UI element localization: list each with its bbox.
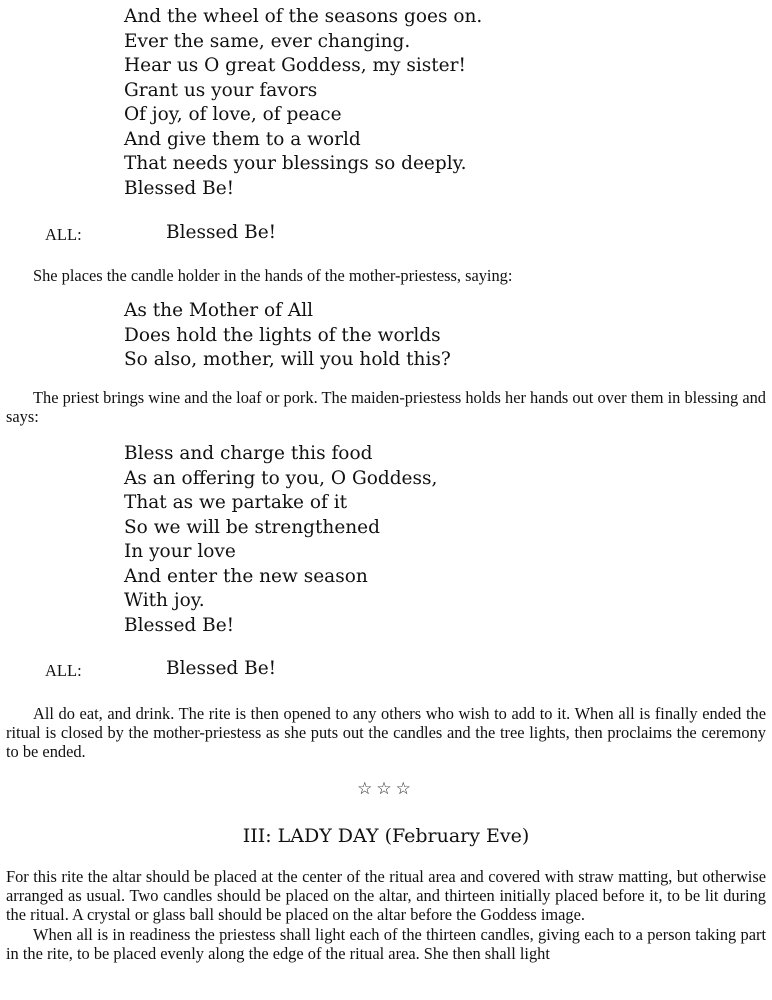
verse-line: That as we partake of it — [124, 492, 348, 513]
verse-block-3 — [124, 442, 437, 638]
verse-line: Ever the same, ever changing. — [124, 30, 411, 52]
verse-block-1 — [124, 5, 482, 201]
section-separator-stars: ☆☆☆ — [357, 779, 415, 799]
verse-line: As an offering to you, O Goddess, — [124, 467, 438, 489]
verse-line: So we will be strengthened — [124, 516, 380, 538]
verse-line: Of joy, of love, of peace — [124, 104, 342, 125]
verse-line: Grant us your favors — [124, 79, 318, 101]
verse-line: As the Mother of All — [124, 300, 314, 321]
verse-line: That needs your blessings so deeply. — [124, 153, 467, 174]
speaker-label: ALL: — [45, 225, 82, 244]
verse-line: In your love — [124, 541, 236, 562]
verse-block-2 — [124, 299, 451, 373]
paragraph-altar-setup: For this rite the altar should be placed at the center of the ritual area and covered with straw matting, but otherwise arranged as usual. Two candles should be placed on the altar, and thirteen initially placed before it, to be lit during the ritual. A crystal or glass ball should be placed on the altar before the Goddess image. — [6, 867, 766, 925]
verse-line: And the wheel of the seasons goes on. — [124, 6, 483, 27]
speaker-label: ALL: — [45, 661, 82, 680]
section-heading: III: LADY DAY (February Eve) — [242, 825, 530, 847]
verse-line: Does hold the lights of the worlds — [124, 324, 441, 346]
verse-line: Hear us O great Goddess, my sister! — [124, 55, 466, 76]
paragraph-priest-wine: The priest brings wine and the loaf or pork. The maiden-priestess holds her hands out over them in blessing and says: — [6, 388, 766, 427]
response-text: Blessed Be! — [166, 222, 277, 243]
verse-line: Bless and charge this food — [124, 443, 373, 464]
verse-line: Blessed Be! — [124, 177, 235, 199]
paragraph-thirteen-candles: When all is in readiness the priestess shall light each of the thirteen candles, giving each to a person taking part in the rite, to be placed evenly along the edge of the ritual area. She then shall light — [6, 924, 766, 963]
response-row-1 — [0, 222, 772, 246]
paragraph-eat-drink: All do eat, and drink. The rite is then opened to any others who wish to add to it. When all is finally ended the ritual is closed by the mother-priestess as she puts out the candles and the tree lights, then proclaims the ceremony to be ended. — [6, 704, 766, 762]
verse-line: And enter the new season — [124, 565, 368, 587]
verse-line: With joy. — [124, 590, 205, 611]
verse-line: So also, mother, will you hold this? — [124, 349, 451, 370]
section-body — [6, 867, 766, 963]
response-row-2 — [0, 658, 772, 682]
response-text: Blessed Be! — [166, 658, 277, 679]
verse-line: And give them to a world — [124, 128, 361, 150]
verse-line: Blessed Be! — [124, 614, 235, 636]
paragraph-candle-holder: She places the candle holder in the hands of the mother-priestess, saying: — [33, 266, 513, 285]
